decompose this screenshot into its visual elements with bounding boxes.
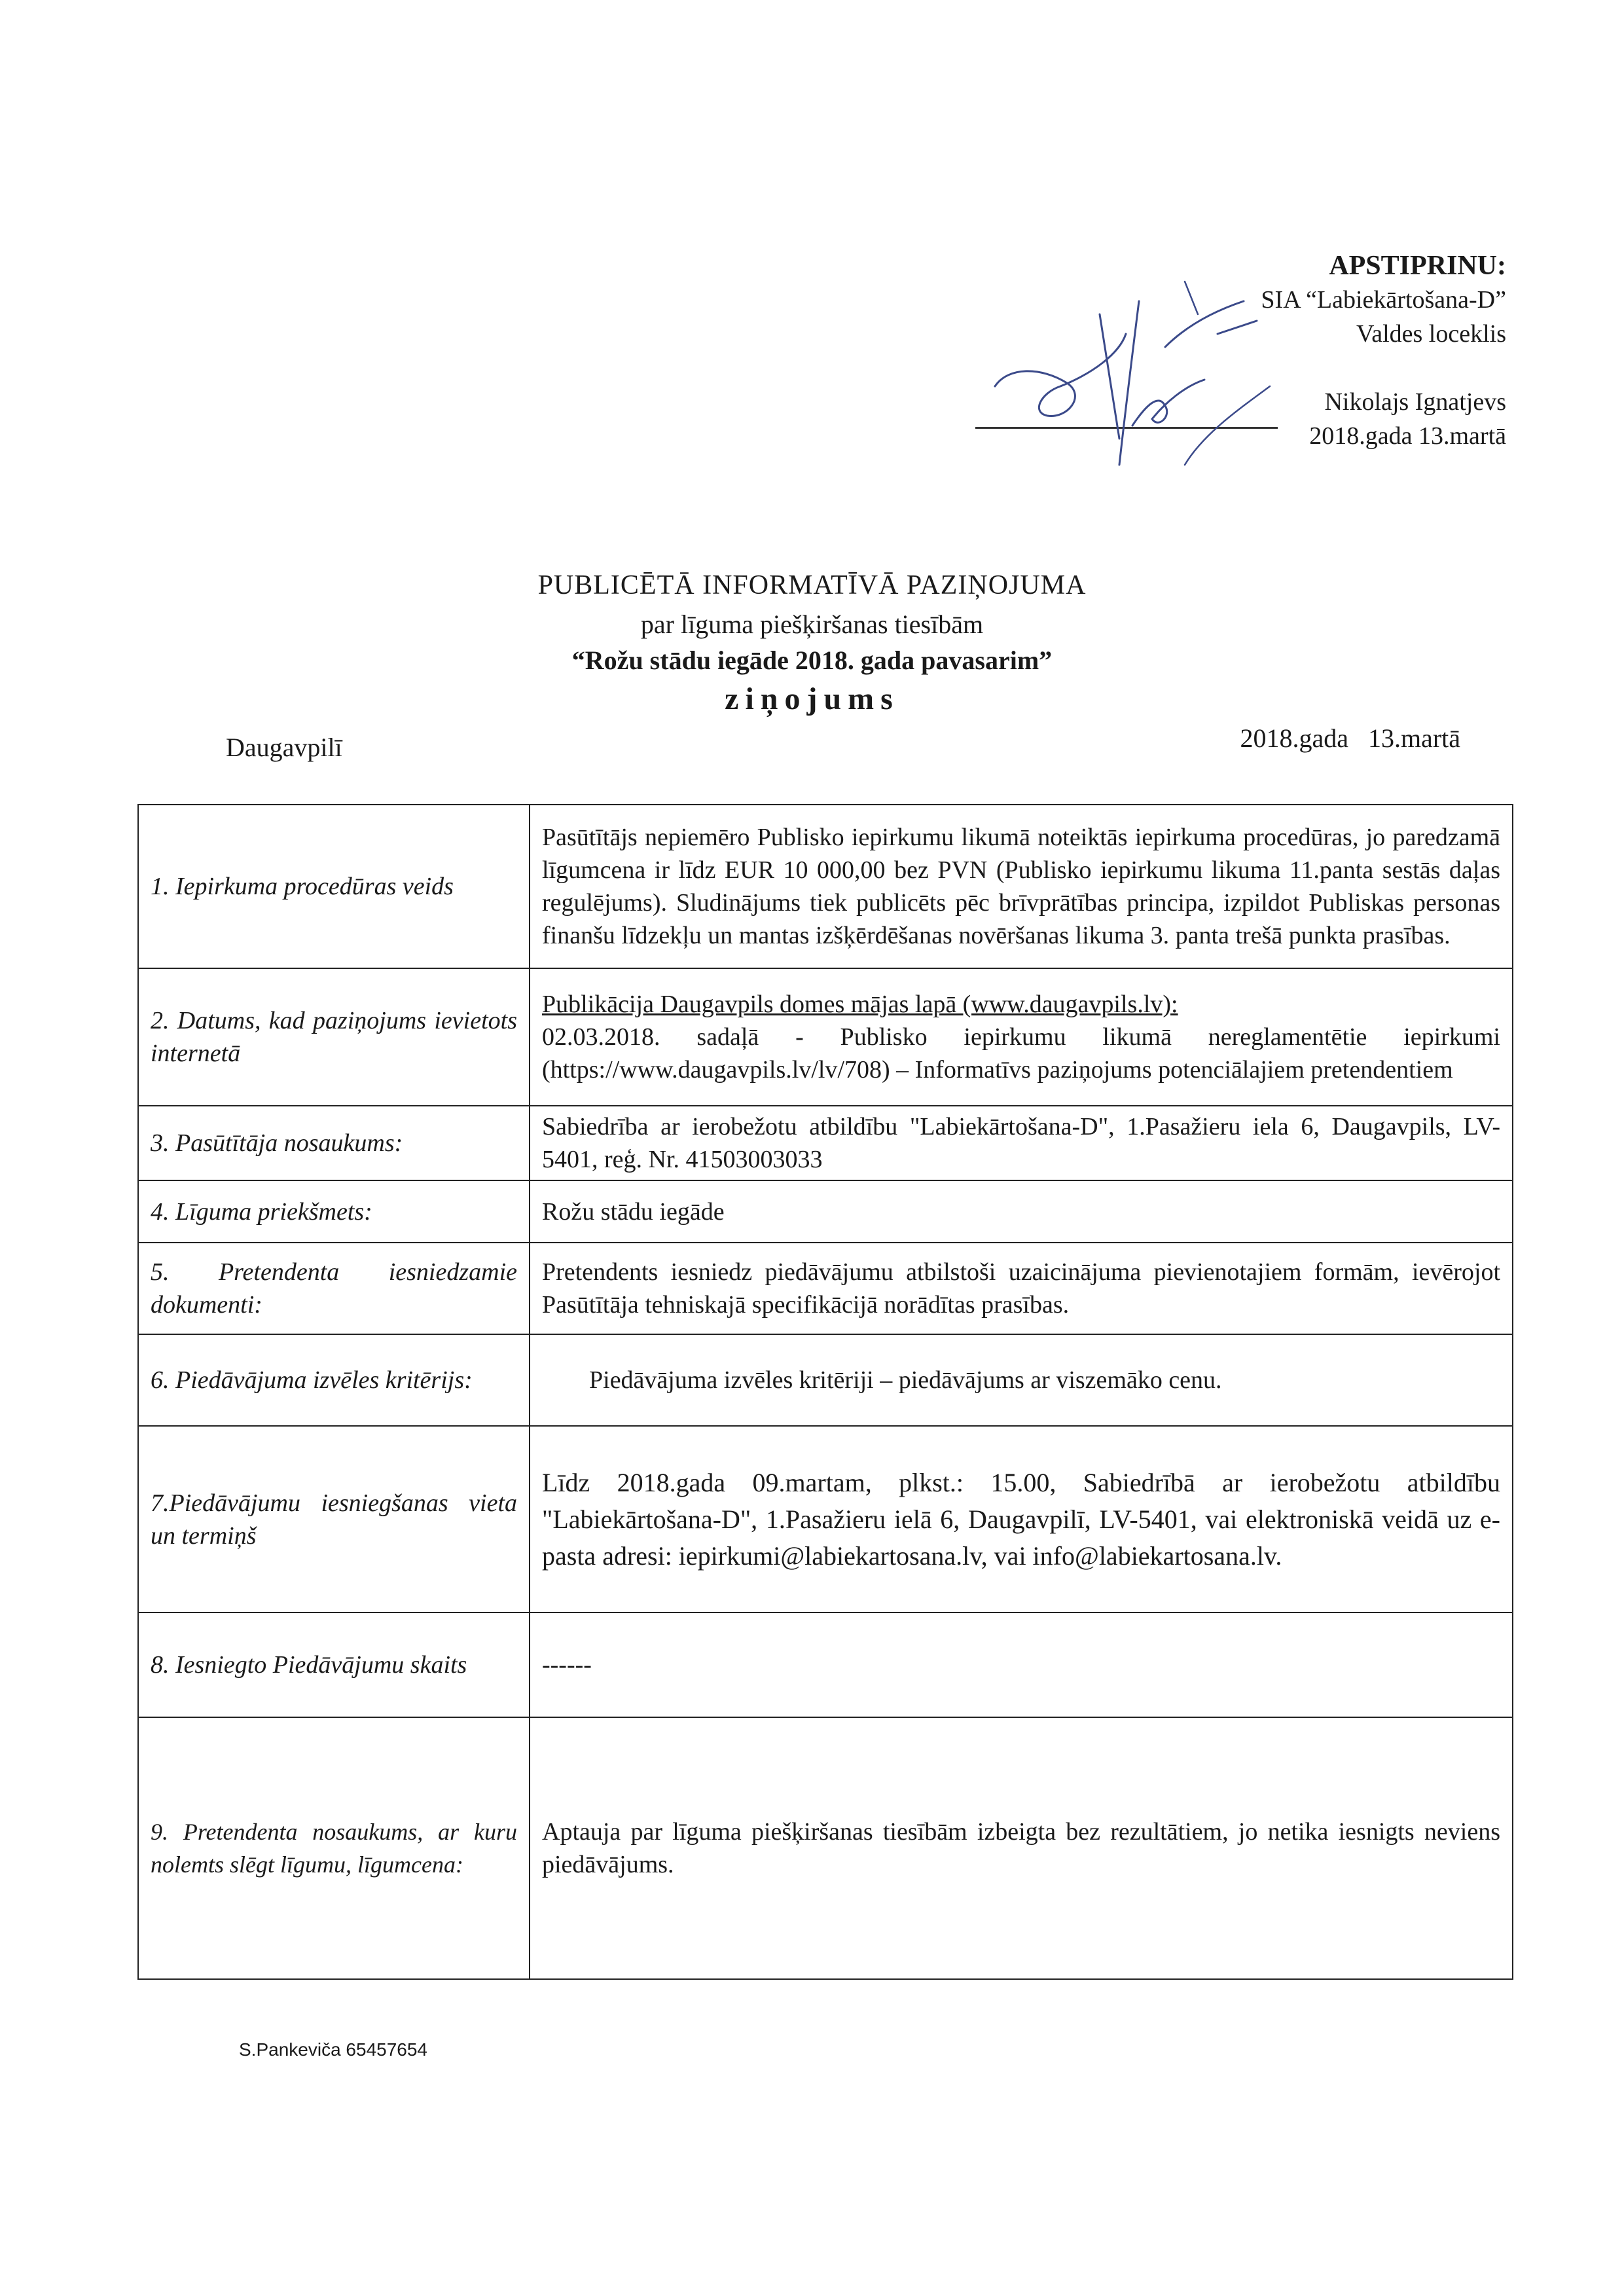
footer-contact: S.Pankeviča 65457654 <box>239 2039 427 2060</box>
document-date: 2018.gada 13.martā <box>1240 723 1460 753</box>
publication-link[interactable]: Publikācija Daugavpils domes mājas lapā (www.daugavpils.lv): <box>542 991 1178 1018</box>
table-row <box>138 805 1513 968</box>
row-value: Līdz 2018.gada 09.martam, plkst.: 15.00, Sabiedrībā ar ierobežotu atbildību "Labiekārtošana-D", 1.Pasažieru ielā 6, Daugavpilī, LV-5401, vai elektroniskā veidā uz e-pasta adresi: iepirkumi@labiekartosana.lv, vai info@labiekartosana.lv. <box>530 1426 1513 1613</box>
row-label: 9. Pretendenta nosaukums, ar kuru nolemts slēgt līgumu, līgumcena: <box>138 1717 530 1979</box>
heading-report: ziņojums <box>725 682 899 716</box>
row-label: 8. Iesniegto Piedāvājumu skaits <box>138 1613 530 1717</box>
row-value: Sabiedrība ar ierobežotu atbildību "Labiekārtošana-D", 1.Pasažieru iela 6, Daugavpils, LV-5401, reģ. Nr. 41503003033 <box>530 1106 1513 1180</box>
row-value: Piedāvājuma izvēles kritēriji – piedāvājums ar viszemāko cenu. <box>530 1334 1513 1426</box>
row-value: Pretendents iesniedz piedāvājumu atbilstoši uzaicinājuma pievienotajiem formām, ievērojot Pasūtītāja tehniskajā specifikācijā norādītas prasības. <box>530 1243 1513 1334</box>
table-row <box>138 1180 1513 1243</box>
table-row <box>138 1106 1513 1180</box>
row-label: 2. Datums, kad paziņojums ievietots internetā <box>138 968 530 1106</box>
place: Daugavpilī <box>226 733 342 762</box>
row-label: 6. Piedāvājuma izvēles kritērijs: <box>138 1334 530 1426</box>
row-label: 7.Piedāvājumu iesniegšanas vieta un termiņš <box>138 1426 530 1613</box>
signature-drawing <box>969 275 1283 484</box>
row-label: 4. Līguma priekšmets: <box>138 1180 530 1243</box>
row-value: Pasūtītājs nepiemēro Publisko iepirkumu likumā noteiktās iepirkuma procedūras, jo paredzamā līgumcena ir līdz EUR 10 000,00 bez PVN (Publisko iepirkumu likuma 11.panta sestās daļas regulējums). Sludinājums tiek publicēts pēc brīvprātības principa, izpildot Publiskas personas finanšu līdzekļu un mantas izšķērdēšanas novēršanas likuma 3. panta trešā punkta prasības. <box>530 805 1513 968</box>
approval-name: Nikolajs Ignatjevs <box>1324 388 1506 416</box>
approval-title: APSTIPRINU: <box>1329 251 1506 281</box>
row-value: ------ <box>530 1613 1513 1717</box>
table-row <box>138 968 1513 1106</box>
approval-org: SIA “Labiekārtošana-D” <box>1261 286 1506 314</box>
table-row <box>138 1426 1513 1613</box>
table-row <box>138 1334 1513 1426</box>
row-label: 3. Pasūtītāja nosaukums: <box>138 1106 530 1180</box>
heading-procurement-name: “Rožu stādu iegāde 2018. gada pavasarim” <box>571 646 1053 675</box>
row-label: 1. Iepirkuma procedūras veids <box>138 805 530 968</box>
approval-date: 2018.gada 13.martā <box>1309 422 1506 450</box>
publication-details: 02.03.2018. sadaļā - Publisko iepirkumu likumā nereglamentētie iepirkumi (https://www.daugavpils.lv/lv/708) – Informatīvs paziņojums potenciālajiem pretendentiem <box>542 1023 1500 1084</box>
approval-position: Valdes loceklis <box>1356 320 1506 348</box>
heading-title: PUBLICĒTĀ INFORMATĪVĀ PAZIŅOJUMA <box>537 570 1087 600</box>
row-value <box>530 968 1513 1106</box>
table-row <box>138 1717 1513 1979</box>
heading-subtitle: par līguma piešķiršanas tiesībām <box>640 610 984 639</box>
table-row <box>138 1613 1513 1717</box>
row-value: Aptauja par līguma piešķiršanas tiesībām izbeigta bez rezultātiem, jo netika iesnigts neviens piedāvājums. <box>530 1717 1513 1979</box>
row-label: 5. Pretendenta iesniedzamie dokumenti: <box>138 1243 530 1334</box>
table-row <box>138 1243 1513 1334</box>
info-table <box>137 804 1513 1980</box>
row-value: Rožu stādu iegāde <box>530 1180 1513 1243</box>
